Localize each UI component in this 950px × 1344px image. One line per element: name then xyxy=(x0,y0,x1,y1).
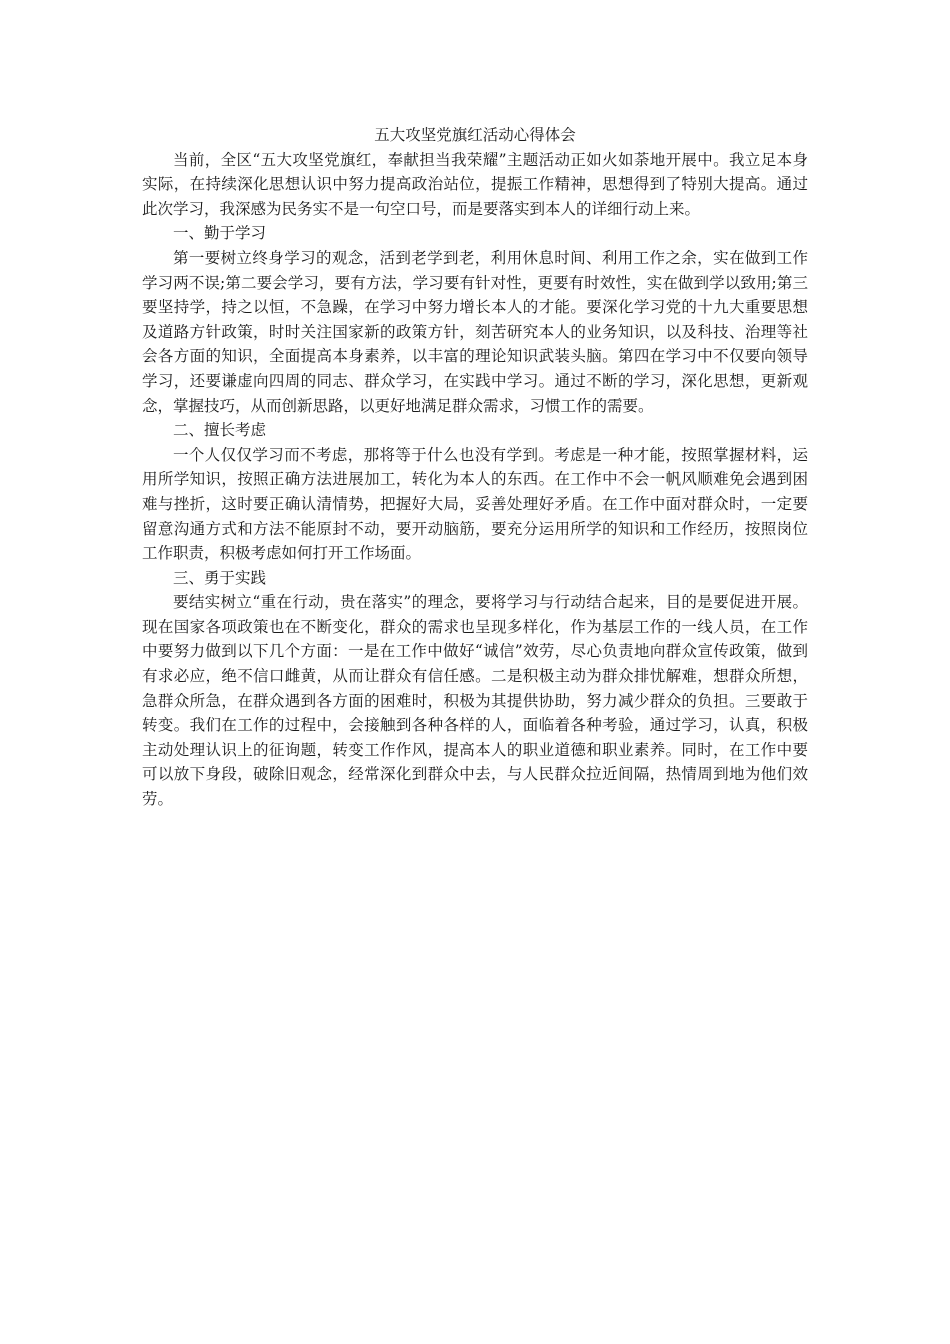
section-body-thinking: 一个人仅仅学习而不考虑，那将等于什么也没有学到。考虑是一种才能，按照掌握材料，运用所学知识，按照正确方法进展加工，转化为本人的东西。在工作中不会一帆风顺难免会遇到困难与挫折，这时要正确认清情势，把握好大局，妥善处理好矛盾。在工作中面对群众时，一定要留意沟通方式和方法不能原封不动，要开动脑筋，要充分运用所学的知识和工作经历，按照岗位工作职责，积极考虑如何打开工作场面。 xyxy=(142,445,808,563)
document-title: 五大攻坚党旗红活动心得体会 xyxy=(374,126,576,144)
intro-paragraph: 当前，全区“五大攻坚党旗红，奉献担当我荣耀”主题活动正如火如荼地开展中。我立足本身实际，在持续深化思想认识中努力提高政治站位，提振工作精神，思想得到了特别大提高。通过此次学习，我深感为民务实不是一句空口号，而是要落实到本人的详细行动上来。 xyxy=(142,150,808,218)
document-body xyxy=(142,123,808,812)
section-heading-thinking: 二、擅长考虑 xyxy=(173,421,267,440)
section-heading-practice: 三、勇于实践 xyxy=(173,568,267,587)
section-body-practice: 要结实树立“重在行动，贵在落实”的理念，要将学习与行动结合起来，目的是要促进开展。现在国家各项政策也在不断变化，群众的需求也呈现多样化，作为基层工作的一线人员，在工作中要努力做到以下几个方面：一是在工作中做好“诚信”效劳，尽心负责地向群众宣传政策，做到有求必应，绝不信口雌黄，从而让群众有信任感。二是积极主动为群众排忧解难，想群众所想，急群众所急，在群众遇到各方面的困难时，积极为其提供协助，努力减少群众的负担。三要敢于转变。我们在工作的过程中，会接触到各种各样的人，面临着各种考验，通过学习，认真，积极主动处理认识上的征询题，转变工作作风，提高本人的职业道德和职业素养。同时，在工作中要可以放下身段，破除旧观念，经常深化到群众中去，与人民群众拉近间隔，热情周到地为他们效劳。 xyxy=(142,593,808,809)
section-heading-study: 一、勤于学习 xyxy=(173,224,267,243)
section-body-study: 第一要树立终身学习的观念，活到老学到老，利用休息时间、利用工作之余，实在做到工作学习两不误;第二要会学习，要有方法，学习要有针对性，更要有时效性，实在做到学以致用;第三要坚持学，持之以恒，不急躁，在学习中努力增长本人的才能。要深化学习党的十九大重要思想及道路方针政策，时时关注国家新的政策方针，刻苦研究本人的业务知识，以及科技、治理等社会各方面的知识，全面提高本身素养，以丰富的理论知识武装头脑。第四在学习中不仅要向领导学习，还要谦虚向四周的同志、群众学习，在实践中学习。通过不断的学习，深化思想，更新观念，掌握技巧，从而创新思路，以更好地满足群众需求，习惯工作的需要。 xyxy=(142,248,808,415)
